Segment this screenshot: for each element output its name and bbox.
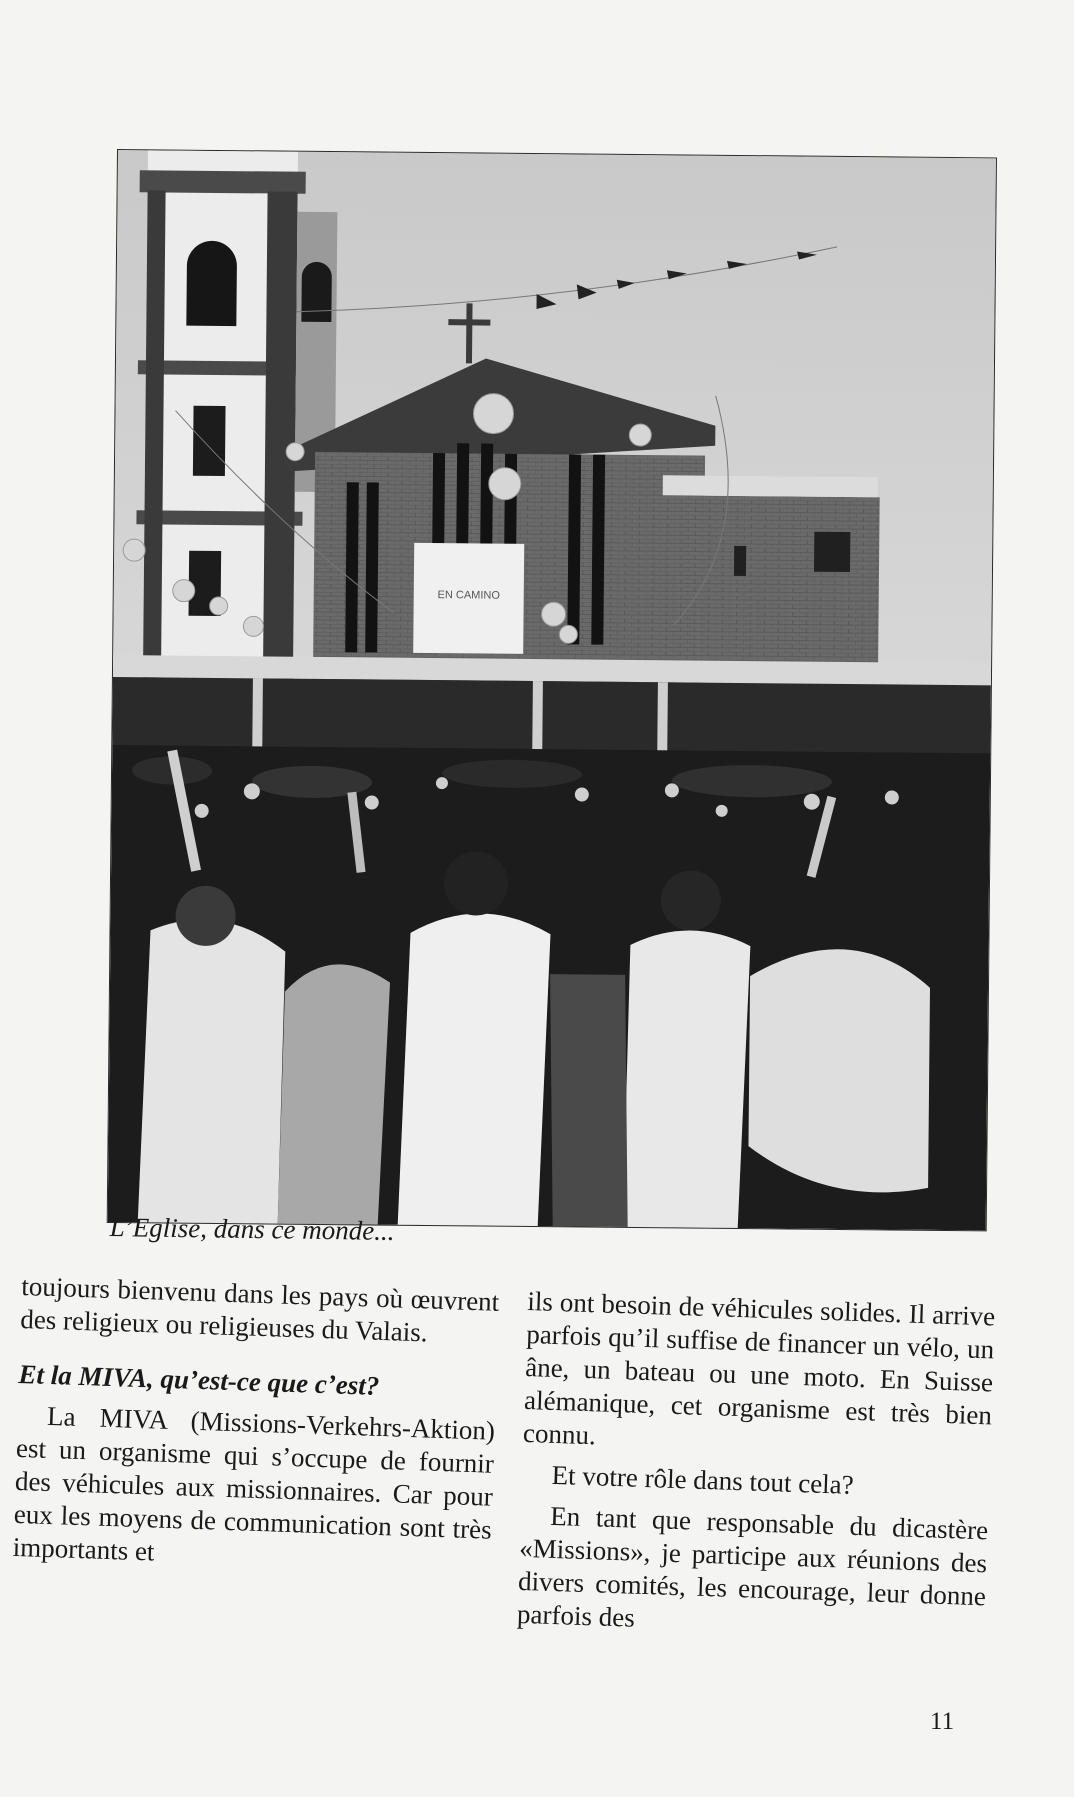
paragraph: En tant que responsable du dicastère «Missions», je participe aux réunions des divers comités, les encourage, leur donne parfois des: [516, 1500, 989, 1633]
paragraph: ils ont besoin de véhicules solides. Il arrive parfois qu’il suffise de financer un vélo, un âne, un bateau ou une moto. En Suisse alémanique, cet organisme est très bien connu.: [522, 1285, 996, 1451]
figure-caption: L’Eglise, dans ce monde...: [109, 1212, 395, 1246]
paragraph: La MIVA (Missions-Verkehrs-Aktion) est un organisme qui s’occupe de fournir des véhicules aux missionnaires. Car pour eux les moyens de communication sont très importants et: [12, 1400, 496, 1567]
column-right: [517, 1285, 996, 1646]
svg-text:EN CAMINO: EN CAMINO: [437, 589, 500, 602]
paragraph: toujours bienvenu dans les pays où œuvrent des religieux ou religieuses du Valais.: [19, 1270, 500, 1348]
section-heading: Et votre rôle dans tout cela?: [551, 1459, 855, 1500]
portico: [112, 655, 991, 755]
church-crowd-photo: [108, 150, 996, 1230]
page-number: 11: [930, 1708, 955, 1735]
section-heading: Et la MIVA, qu’est-ce que c’est?: [18, 1358, 380, 1401]
crowd: [108, 745, 991, 1230]
column-left: [12, 1270, 499, 1580]
